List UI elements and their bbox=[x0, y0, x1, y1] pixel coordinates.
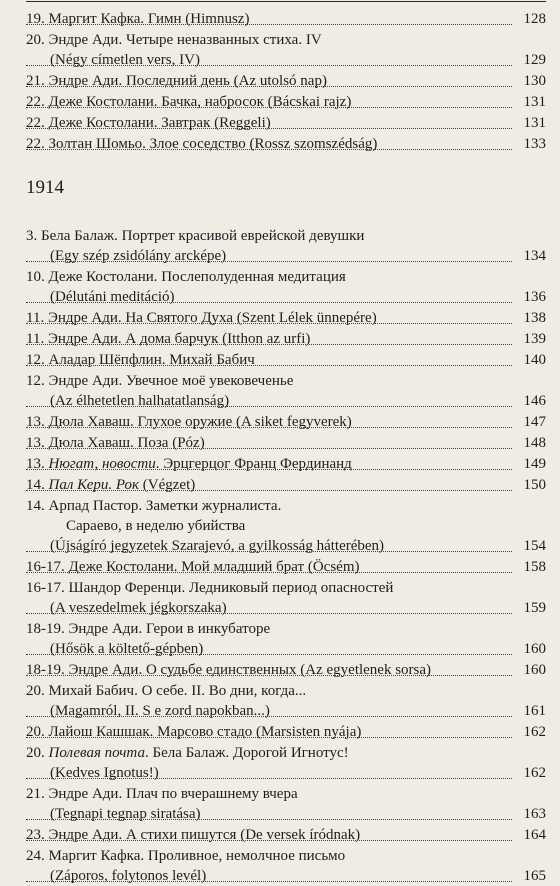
page-number: 131 bbox=[523, 115, 546, 131]
page-number: 131 bbox=[523, 94, 546, 110]
entry-text: 18-19. Эндре Ади. Герои в инкубаторе bbox=[26, 621, 271, 637]
page-number: 148 bbox=[523, 435, 546, 451]
page-number: 138 bbox=[523, 310, 546, 326]
toc-line bbox=[26, 371, 546, 391]
toc-entry bbox=[26, 784, 546, 824]
toc-entry bbox=[26, 226, 546, 266]
entry-text: 20. Лайош Кашшак. Марсово стадо (Marsisten nyája) bbox=[26, 724, 362, 740]
page-number: 129 bbox=[523, 52, 546, 68]
toc-entry bbox=[26, 30, 546, 70]
toc-line bbox=[26, 536, 546, 556]
toc-line bbox=[26, 639, 546, 659]
toc-entry bbox=[26, 9, 546, 29]
entry-text: (Kedves Ignotus!) bbox=[26, 763, 160, 783]
toc-line bbox=[26, 113, 546, 133]
toc-line bbox=[26, 329, 546, 349]
page-number: 147 bbox=[523, 414, 546, 430]
toc-line bbox=[26, 134, 546, 154]
toc-line bbox=[26, 557, 546, 577]
toc-entry bbox=[26, 113, 546, 133]
entry-text: (Az élhetetlen halhatatlanság) bbox=[26, 391, 230, 411]
page-number: 136 bbox=[523, 289, 546, 305]
toc-line bbox=[26, 391, 546, 411]
toc-line bbox=[26, 454, 546, 474]
page-number: 158 bbox=[523, 559, 546, 575]
toc-line bbox=[26, 866, 546, 886]
entry-text: 21. Эндре Ади. Последний день (Az utolsó nap) bbox=[26, 73, 327, 89]
entry-text: (Záporos, folytonos levél) bbox=[26, 866, 207, 886]
toc-entry bbox=[26, 412, 546, 432]
entry-text: 12. Эндре Ади. Увечное моё увековеченье bbox=[26, 373, 294, 389]
entry-text: (Tegnapi tegnap siratása) bbox=[26, 804, 202, 824]
toc-line bbox=[26, 784, 546, 804]
toc-entry bbox=[26, 475, 546, 495]
page-number: 162 bbox=[523, 724, 546, 740]
toc-entry bbox=[26, 846, 546, 886]
entry-text: 3. Бела Балаж. Портрет красивой еврейской девушки bbox=[26, 228, 365, 244]
toc-entry bbox=[26, 496, 546, 556]
entry-text: 19. Маргит Кафка. Гимн (Himnusz) bbox=[26, 11, 250, 27]
toc-entry bbox=[26, 557, 546, 577]
toc-line bbox=[26, 681, 546, 701]
toc-line bbox=[26, 516, 546, 536]
toc-line bbox=[26, 71, 546, 91]
entry-text: 10. Деже Костолани. Послеполуденная медитация bbox=[26, 269, 346, 285]
toc-entry bbox=[26, 267, 546, 307]
toc-line bbox=[26, 50, 546, 70]
toc-entry bbox=[26, 433, 546, 453]
entry-text: 18-19. Эндре Ади. О судьбе единственных (Az egyetlenek sorsa) bbox=[26, 662, 432, 678]
toc-entry bbox=[26, 71, 546, 91]
page-number: 160 bbox=[523, 641, 546, 657]
entry-text: 11. Эндре Ади. На Святого Духа (Szent Lélek ünnepére) bbox=[26, 310, 377, 326]
entry-text bbox=[26, 475, 196, 495]
entry-text: 14. Арпад Пастор. Заметки журналиста. bbox=[26, 498, 282, 514]
toc-entry bbox=[26, 371, 546, 411]
toc-entry bbox=[26, 681, 546, 721]
page-number: 150 bbox=[523, 477, 546, 493]
toc-entry bbox=[26, 92, 546, 112]
toc-entry bbox=[26, 660, 546, 680]
entry-italic-title: Полевая почта bbox=[48, 745, 145, 761]
entry-text: 16-17. Деже Костолани. Мой младший брат (Öcsém) bbox=[26, 559, 360, 575]
toc-line bbox=[26, 846, 546, 866]
toc-line bbox=[26, 287, 546, 307]
entry-text: (Délutáni meditáció) bbox=[26, 287, 176, 307]
toc-line bbox=[26, 30, 546, 50]
toc-line bbox=[26, 578, 546, 598]
entry-text: (Újságíró jegyzetek Szarajevó, a gyilkosság hátterében) bbox=[26, 536, 385, 556]
entry-text: 22. Золтан Шомьо. Злое соседство (Rossz szomszédság) bbox=[26, 136, 378, 152]
page-number: 154 bbox=[523, 538, 546, 554]
toc-entry bbox=[26, 825, 546, 845]
entry-text: 13. Дюла Хаваш. Поза (Póz) bbox=[26, 435, 205, 451]
page-number: 165 bbox=[523, 868, 546, 884]
toc-line bbox=[26, 722, 546, 742]
entry-text: 16-17. Шандор Ференци. Ледниковый период опасностей bbox=[26, 580, 394, 596]
toc-line bbox=[26, 660, 546, 680]
page-number: 161 bbox=[523, 703, 546, 719]
page-number: 160 bbox=[523, 662, 546, 678]
entry-text: 20. Михай Бабич. О себе. II. Во дни, когда... bbox=[26, 683, 307, 699]
toc-entry bbox=[26, 722, 546, 742]
entry-text: 22. Деже Костолани. Бачка, набросок (Bácskai rajz) bbox=[26, 94, 352, 110]
entry-text: Сараево, в неделю убийства bbox=[26, 516, 246, 536]
toc-line bbox=[26, 350, 546, 370]
entry-text: 22. Деже Костолани. Завтрак (Reggeli) bbox=[26, 115, 271, 131]
toc-line bbox=[26, 598, 546, 618]
year-heading: 1914 bbox=[26, 177, 64, 198]
toc-entry bbox=[26, 619, 546, 659]
entry-italic-title: Нюгат, новости bbox=[48, 456, 156, 472]
entry-number: 20. bbox=[26, 745, 49, 761]
page-number: 140 bbox=[523, 352, 546, 368]
entry-rest: (Végzet) bbox=[139, 477, 196, 493]
entry-text bbox=[26, 454, 353, 474]
toc-entry bbox=[26, 454, 546, 474]
toc-line bbox=[26, 743, 546, 763]
toc-line bbox=[26, 475, 546, 495]
page-number: 128 bbox=[523, 11, 546, 27]
toc-entry bbox=[26, 350, 546, 370]
toc-entry bbox=[26, 743, 546, 783]
entry-text: 21. Эндре Ади. Плач по вчерашнему вчера bbox=[26, 786, 298, 802]
page-number: 163 bbox=[523, 806, 546, 822]
toc-line bbox=[26, 9, 546, 29]
top-rule bbox=[26, 1, 546, 2]
entry-text: 23. Эндре Ади. А стихи пишутся (De versek íródnak) bbox=[26, 827, 361, 843]
entry-text: (Hősök a költető-gépben) bbox=[26, 639, 204, 659]
toc-line bbox=[26, 246, 546, 266]
entry-text: 24. Маргит Кафка. Проливное, немолчное письмо bbox=[26, 848, 346, 864]
toc-line bbox=[26, 308, 546, 328]
entry-number: 14. bbox=[26, 477, 49, 493]
entry-text: (A veszedelmek jégkorszaka) bbox=[26, 598, 228, 618]
entry-text: (Egy szép zsidólány arcképe) bbox=[26, 246, 227, 266]
toc-line bbox=[26, 825, 546, 845]
page-number: 134 bbox=[523, 248, 546, 264]
page-number: 130 bbox=[523, 73, 546, 89]
toc-entry bbox=[26, 308, 546, 328]
page-number: 162 bbox=[523, 765, 546, 781]
entry-text bbox=[26, 743, 350, 763]
entry-italic-title: Пал Кери. Рок bbox=[48, 477, 140, 493]
entry-text: 20. Эндре Ади. Четыре неназванных стиха. IV bbox=[26, 32, 322, 48]
entry-rest: . Эрцгерцог Франц Фердинанд bbox=[155, 456, 352, 472]
page-number: 164 bbox=[523, 827, 546, 843]
toc-line bbox=[26, 412, 546, 432]
toc-line bbox=[26, 763, 546, 783]
entry-text: (Magamról, II. S e zord napokban...) bbox=[26, 701, 271, 721]
page-number: 159 bbox=[523, 600, 546, 616]
toc-line bbox=[26, 226, 546, 246]
toc-line bbox=[26, 804, 546, 824]
toc-line bbox=[26, 496, 546, 516]
toc-line bbox=[26, 433, 546, 453]
entry-rest: . Бела Балаж. Дорогой Игнотус! bbox=[144, 745, 349, 761]
toc-line bbox=[26, 619, 546, 639]
entry-text: 13. Дюла Хаваш. Глухое оружие (A siket fegyverek) bbox=[26, 414, 352, 430]
page-number: 149 bbox=[523, 456, 546, 472]
toc-line bbox=[26, 701, 546, 721]
toc-line bbox=[26, 92, 546, 112]
entry-text: 12. Аладар Шёпфлин. Михай Бабич bbox=[26, 352, 255, 368]
toc-entry bbox=[26, 578, 546, 618]
toc-entry bbox=[26, 329, 546, 349]
toc-entry bbox=[26, 134, 546, 154]
page-number: 133 bbox=[523, 136, 546, 152]
toc-line bbox=[26, 267, 546, 287]
entry-text: 11. Эндре Ади. А дома барчук (Itthon az urfi) bbox=[26, 331, 311, 347]
entry-text: (Négy címetlen vers, IV) bbox=[26, 50, 201, 70]
page-number: 146 bbox=[523, 393, 546, 409]
entry-number: 13. bbox=[26, 456, 49, 472]
page-number: 139 bbox=[523, 331, 546, 347]
